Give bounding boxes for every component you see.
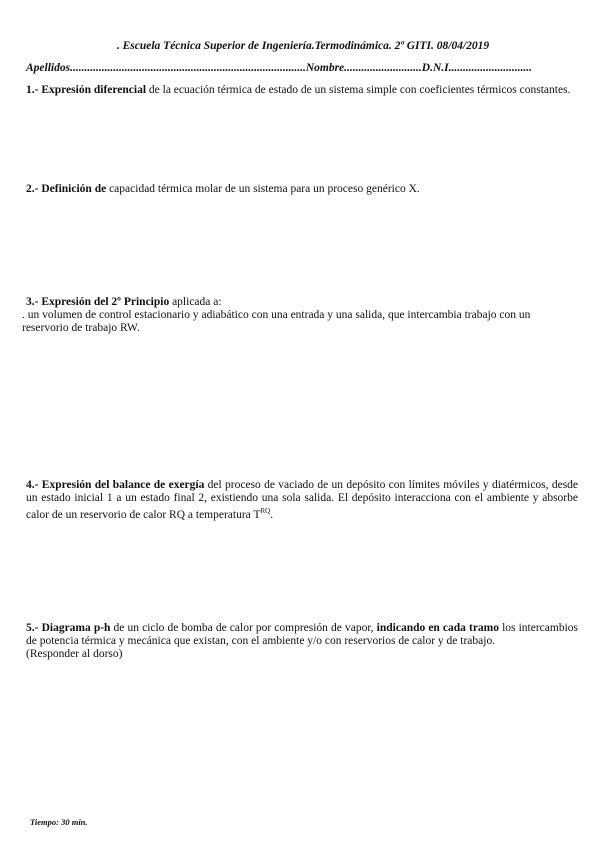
q3-number: 3.-: [26, 296, 39, 308]
question-2: [26, 183, 578, 196]
question-4: [26, 479, 578, 522]
question-1: [26, 84, 578, 97]
q2-number: 2.-: [26, 183, 39, 195]
exam-header: . Escuela Técnica Superior de Ingeniería.Termodinámica. 2º GITI. 08/04/2019: [116, 40, 490, 52]
q2-bold: Definición de: [41, 183, 107, 195]
q5-bold: Diagrama p-h: [41, 622, 111, 634]
q1-bold: Expresión diferencial: [41, 84, 147, 96]
q4-number: 4.-: [26, 479, 39, 491]
q1-text: de la ecuación térmica de estado de un sistema simple con coeficientes térmicos constantes.: [146, 84, 571, 96]
q4-bold: Expresión del balance de exergía: [41, 479, 205, 491]
q5-note: (Responder al dorso): [26, 648, 123, 660]
q3-subitem: . un volumen de control estacionario y adiabático con una entrada y una salida, que intercambia trabajo con un reservorio de trabajo RW.: [22, 309, 531, 334]
question-3: [22, 296, 578, 335]
q4-end: .: [270, 508, 274, 521]
question-5: [26, 622, 578, 661]
q3-text: aplicada a:: [169, 296, 222, 308]
q5-bold2: indicando en cada tramo: [376, 622, 500, 634]
student-fields-line: Apellidos..................................................................................Nombre...........................D.N.I.............................: [26, 62, 532, 74]
time-footer: Tiempo: 30 min.: [30, 817, 88, 827]
q2-text: capacidad térmica molar de un sistema para un proceso genérico X.: [106, 183, 420, 195]
q5-number: 5.-: [26, 622, 39, 634]
q4-text: del proceso de vaciado de un depósito con límites móviles y diatérmicos, desde un estado inicial 1 a un estado final 2, existiendo una sola salida. El depósito interacciona con el ambiente y absorbe calor de un reservorio de calor RQ a temperatura T: [26, 479, 579, 521]
q5-text2: los intercambios de potencia térmica y mecánica que existan, con el ambiente y/o con reservorios de calor y de trabajo.: [26, 622, 579, 647]
q4-sup: RQ: [260, 507, 271, 515]
q3-bold: Expresión del 2º Principio: [41, 296, 170, 308]
q1-number: 1.-: [26, 84, 39, 96]
q5-text: de un ciclo de bomba de calor por compresión de vapor,: [110, 622, 377, 634]
